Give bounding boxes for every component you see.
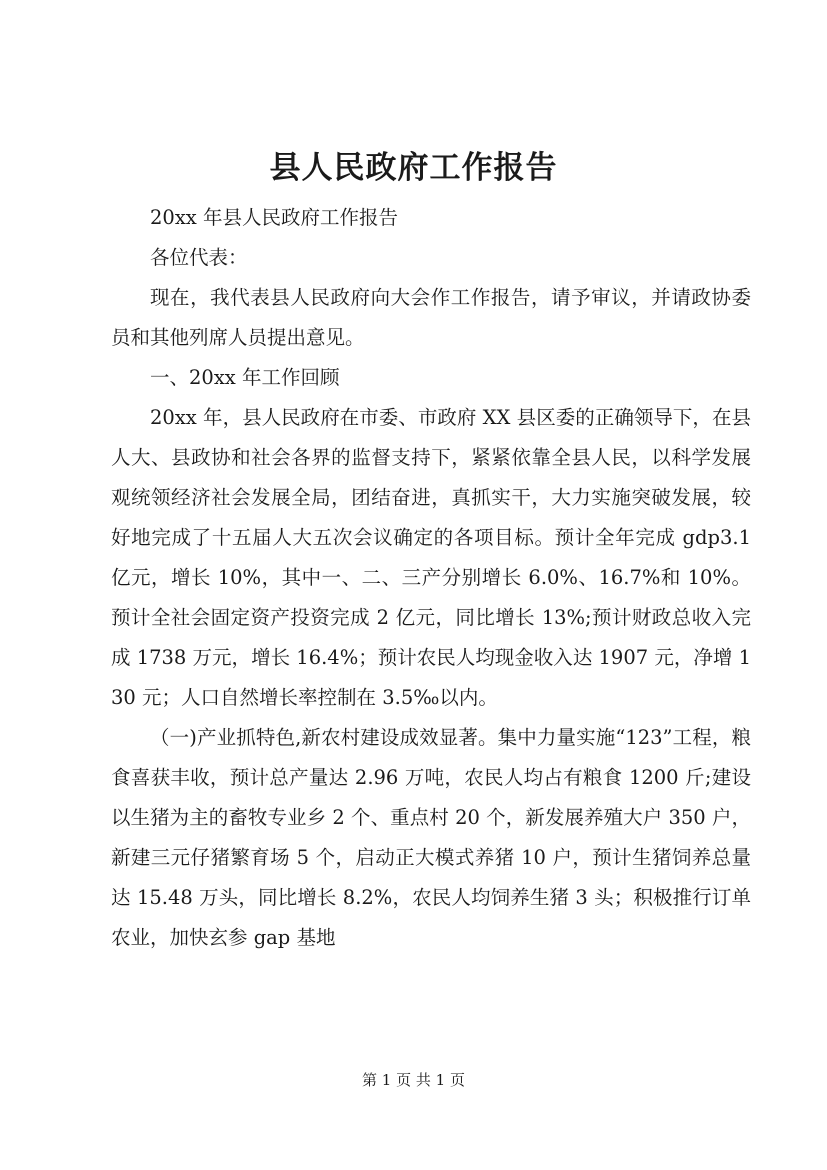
document-body <box>111 198 751 958</box>
page-footer: 第 1 页 共 1 页 <box>362 1071 465 1089</box>
review-paragraph: 20xx 年，县人民政府在市委、市政府 XX 县区委的正确领导下，在县人大、县政协和社会各界的监督支持下，紧紧依靠全县人民，以科学发展观统领经济社会发展全局，团结奋进，真抓实干，大力实施突破发展，较好地完成了十五届人大五次会议确定的各项目标。预计全年完成 gdp3.1 亿元，增长 10%，其中一、二、三产分别增长 6.0%、16.7%和 10%。预计全社会固定资产投资完成 2 亿元，同比增长 13%;预计财政总收入完成 1738 万元，增长 16.4%；预计农民人均现金收入达 1907 元，净增 130 元；人口自然增长率控制在 3.5‰以内。 <box>111 406 751 709</box>
subtitle-paragraph: 20xx 年县人民政府工作报告 <box>150 206 399 229</box>
industry-paragraph: （一)产业抓特色,新农村建设成效显著。集中力量实施“123”工程，粮食喜获丰收，预计总产量达 2.96 万吨，农民人均占有粮食 1200 斤;建设以生猪为主的畜牧专业乡 2 个、重点村 20 个，新发展养殖大户 350 户，新建三元仔猪繁育场 5 个，启动正大模式养猪 10 户，预计生猪饲养总量达 15.48 万头，同比增长 8.2%，农民人均饲养生猪 3 头；积极推行订单农业，加快玄参 gap 基地 <box>111 726 751 949</box>
document-title: 县人民政府工作报告 <box>269 150 558 186</box>
section-heading: 一、20xx 年工作回顾 <box>150 366 340 389</box>
salutation-paragraph: 各位代表： <box>150 246 248 269</box>
intro-paragraph: 现在，我代表县人民政府向大会作工作报告，请予审议，并请政协委员和其他列席人员提出意见。 <box>111 286 751 349</box>
